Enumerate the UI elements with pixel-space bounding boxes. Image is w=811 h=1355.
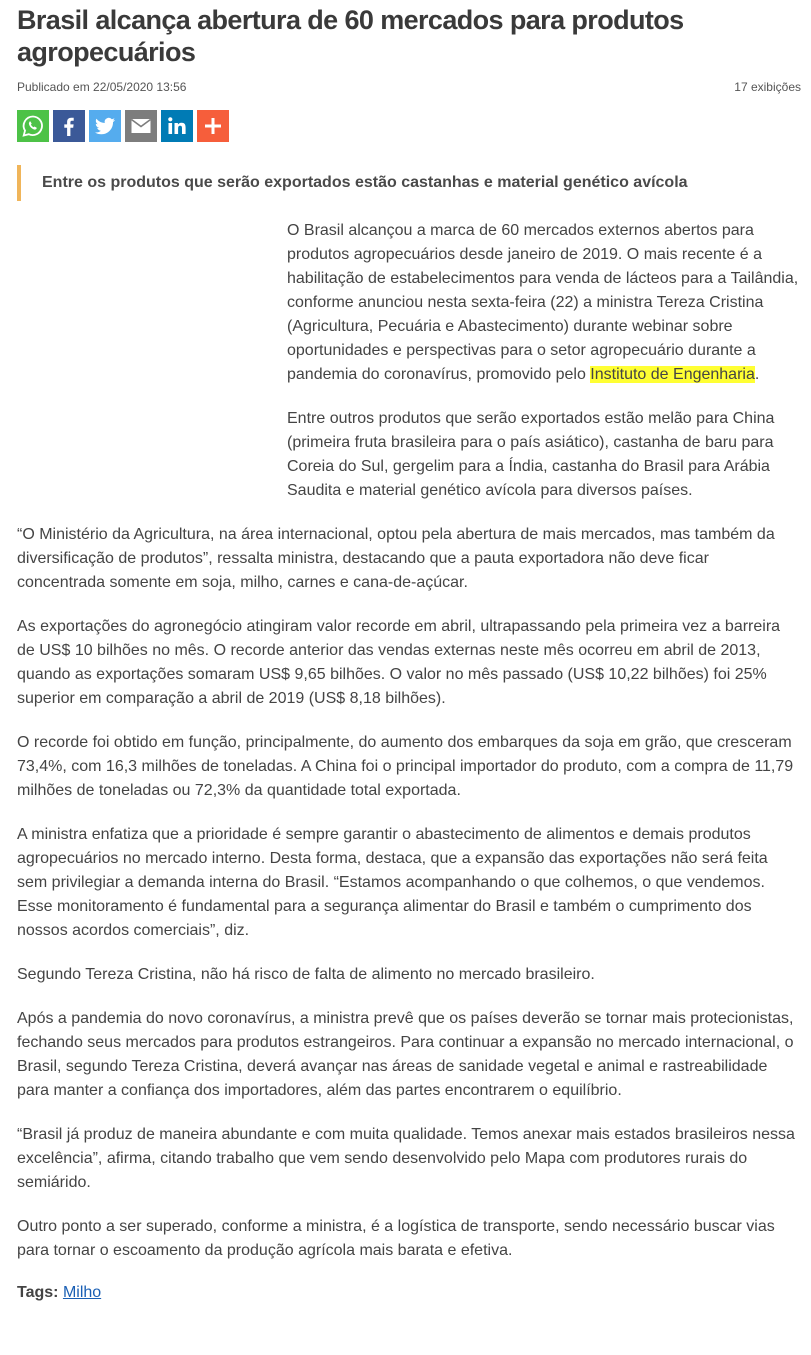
article-paragraph: Segundo Tereza Cristina, não há risco de falta de alimento no mercado brasileiro.	[17, 966, 595, 983]
linkedin-icon	[165, 114, 189, 138]
tags-label: Tags:	[17, 1284, 59, 1301]
twitter-icon	[93, 114, 117, 138]
article-meta	[17, 79, 801, 95]
ad-placeholder	[17, 219, 271, 509]
article-paragraph: Entre outros produtos que serão exportados estão melão para China (primeira fruta brasileira para o país asiático), castanha de baru para Coreia do Sul, gergelim para a Índia, castanha do Brasil para Arábia Saudita e material genético avícola para diversos países.	[287, 410, 775, 499]
article-body	[17, 219, 801, 1263]
email-icon	[129, 114, 153, 138]
share-whatsapp-button[interactable]	[17, 110, 49, 142]
article-paragraph: O Brasil alcançou a marca de 60 mercados externos abertos para produtos agropecuários desde janeiro de 2019. O mais recente é a habilitação de estabelecimentos para venda de lácteos para a Tailândia, conforme anunciou nesta sexta-feira (22) a ministra Tereza Cristina (Agricultura, Pecuária e Abastecimento) durante webinar sobre oportunidades e perspectivas para o setor agropecuário durante a pandemia do coronavírus, promovido pelo Instituto de Engenharia.	[287, 222, 799, 383]
view-count: 17 exibições	[734, 80, 801, 94]
article	[17, 4, 801, 1305]
article-paragraph: A ministra enfatiza que a prioridade é sempre garantir o abastecimento de alimentos e demais produtos agropecuários no mercado interno. Desta forma, destaca, que a expansão das exportações não será feita sem privilegiar a demanda interna do Brasil. “Estamos acompanhando o que colhemos, o que vendemos. Esse monitoramento é fundamental para a segurança alimentar do Brasil e também o cumprimento dos nossos acordos comerciais”, diz.	[17, 826, 768, 939]
facebook-icon	[57, 114, 81, 138]
share-facebook-button[interactable]	[53, 110, 85, 142]
tag-link-milho[interactable]: Milho	[62, 1284, 102, 1301]
share-linkedin-button[interactable]	[161, 110, 193, 142]
highlighted-link[interactable]: Instituto de Engenharia	[590, 366, 755, 383]
published-date: Publicado em 22/05/2020 13:56	[17, 80, 187, 94]
article-paragraph: Outro ponto a ser superado, conforme a ministra, é a logística de transporte, sendo necessário buscar vias para tornar o escoamento da produção agrícola mais barata e efetiva.	[17, 1218, 775, 1259]
article-title: Brasil alcança abertura de 60 mercados para produtos agropecuários	[17, 5, 684, 67]
article-subtitle: Entre os produtos que serão exportados estão castanhas e material genético avícola	[17, 165, 801, 201]
share-more-button[interactable]	[197, 110, 229, 142]
whatsapp-icon	[21, 114, 45, 138]
article-paragraph: “Brasil já produz de maneira abundante e com muita qualidade. Temos anexar mais estados brasileiros nessa excelência”, afirma, citando trabalho que vem sendo desenvolvido pelo Mapa com produtores rurais do semiárido.	[17, 1126, 795, 1191]
article-paragraph: “O Ministério da Agricultura, na área internacional, optou pela abertura de mais mercados, mas também da diversificação de produtos”, ressalta ministra, destacando que a pauta exportadora não deve ficar concentrada somente em soja, milho, carnes e cana-de-açúcar.	[17, 526, 775, 591]
article-tags	[17, 1281, 801, 1305]
article-paragraph: O recorde foi obtido em função, principalmente, do aumento dos embarques da soja em grão, que cresceram 73,4%, com 16,3 milhões de toneladas. A China foi o principal importador do produto, com a compra de 11,79 milhões de toneladas ou 72,3% da quantidade total exportada.	[17, 734, 794, 799]
share-twitter-button[interactable]	[89, 110, 121, 142]
share-email-button[interactable]	[125, 110, 157, 142]
share-bar	[17, 110, 801, 142]
article-paragraph: As exportações do agronegócio atingiram valor recorde em abril, ultrapassando pela primeira vez a barreira de US$ 10 bilhões no mês. O recorde anterior das vendas externas neste mês ocorreu em abril de 2013, quando as exportações somaram US$ 9,65 bilhões. O valor no mês passado (US$ 10,22 bilhões) foi 25% superior em comparação a abril de 2019 (US$ 8,18 bilhões).	[17, 618, 781, 707]
article-paragraph: Após a pandemia do novo coronavírus, a ministra prevê que os países deverão se tornar mais protecionistas, fechando seus mercados para produtos estrangeiros. Para continuar a expansão no mercado internacional, o Brasil, segundo Tereza Cristina, deverá avançar nas áreas de sanidade vegetal e animal e rastreabilidade para manter a confiança dos importadores, além das partes encontrarem o equilíbrio.	[17, 1010, 794, 1099]
more-icon	[201, 114, 225, 138]
